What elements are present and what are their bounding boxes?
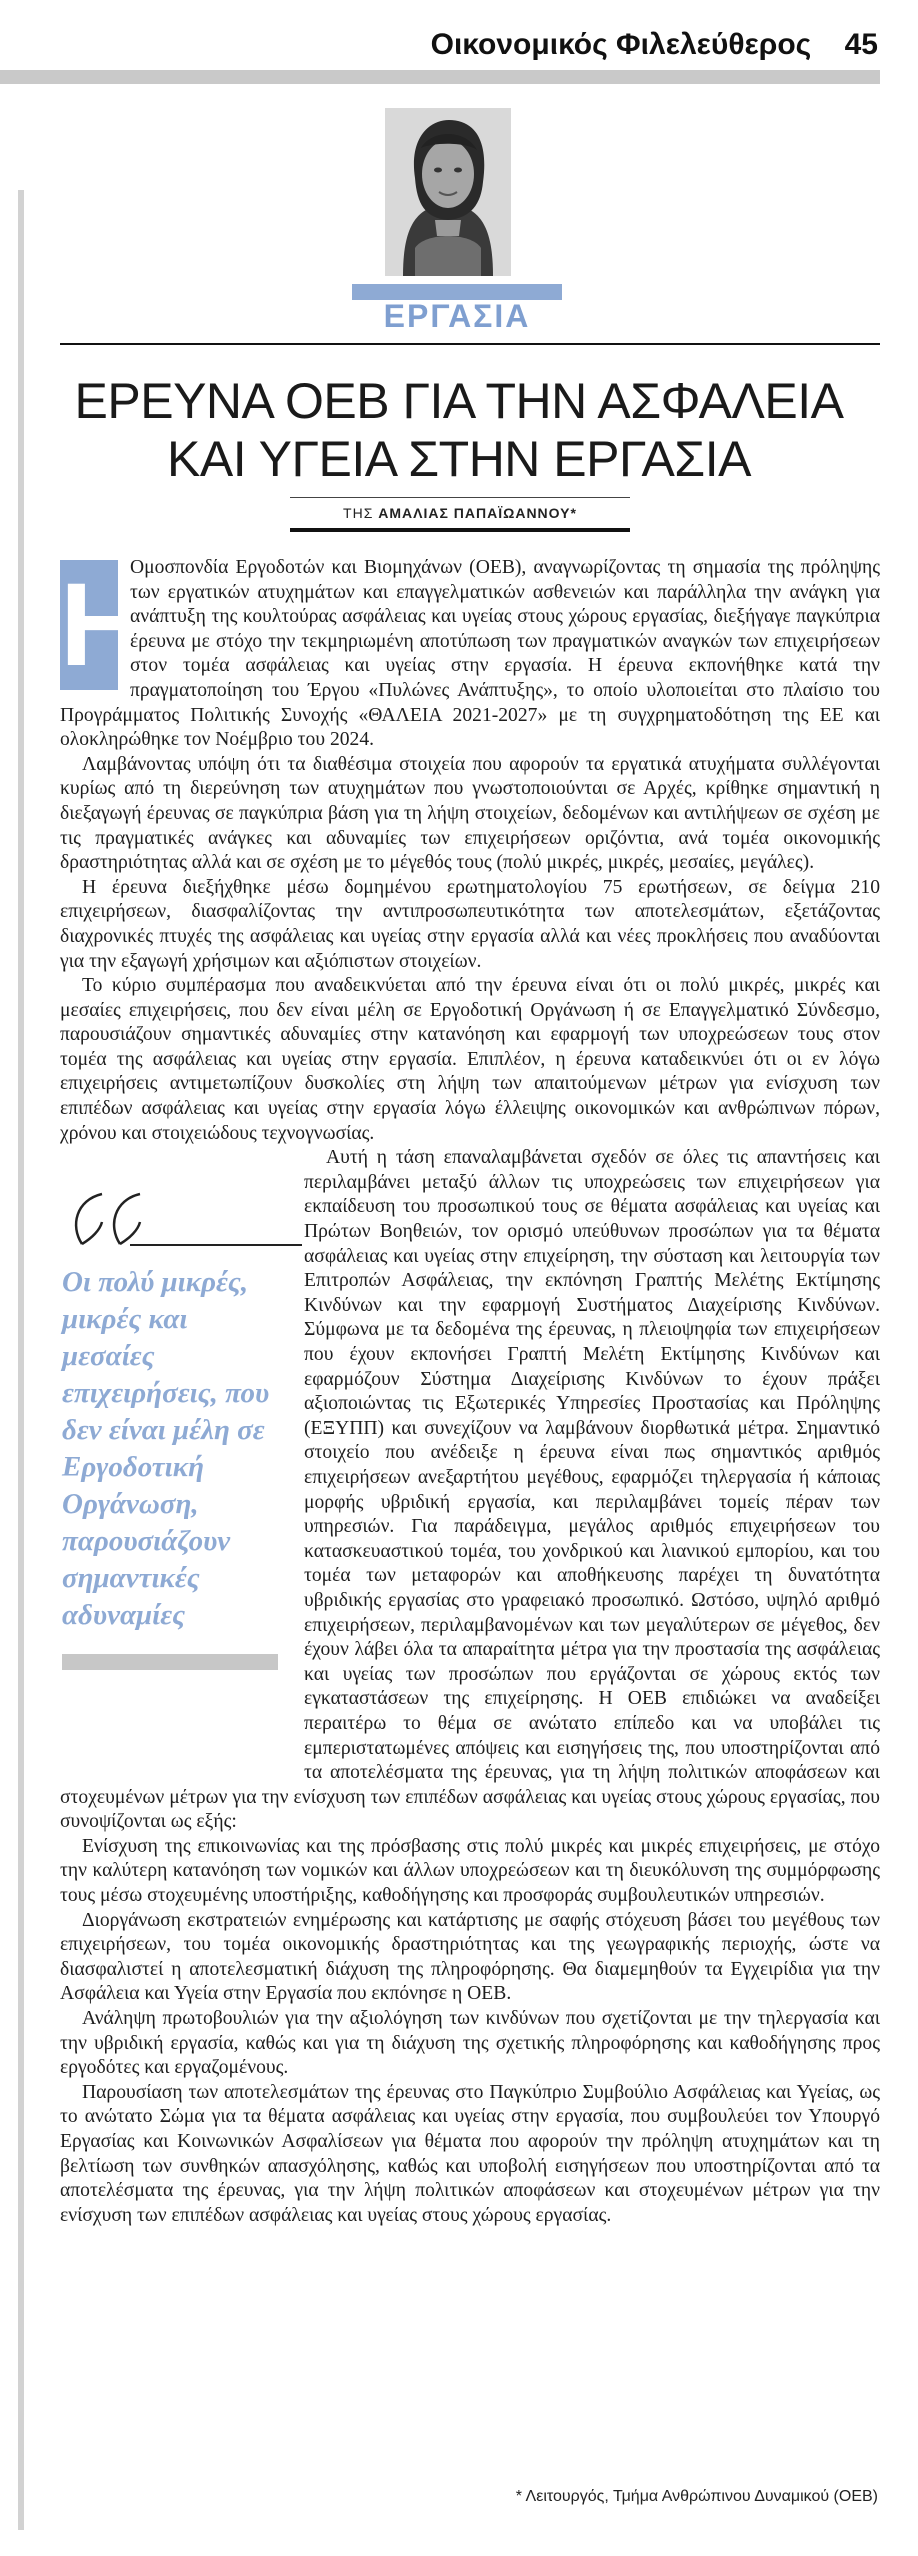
paragraph-7: Διοργάνωση εκστρατειών ενημέρωσης και κατάρτισης με σαφής στόχευση βάσει του μεγέθους των επιχειρήσεων, του τομέα οικονομικής δραστηριότητας και της γεωγραφικής περιοχής, ώστε να διασφαλιστεί η αποτελεσματική διάχυση της πληροφόρησης. Θα διαμεμηθούν τα Εγχειρίδια για την Ασφάλεια και Υγεία στην Εργασία που εκπόνησε η ΟΕΒ. xyxy=(60,1909,880,2005)
headline-line-1: ΕΡΕΥΝΑ ΟΕΒ ΓΙΑ ΤΗΝ ΑΣΦΑΛΕΙΑ xyxy=(74,373,844,429)
paragraph-4: Το κύριο συμπέρασμα που αναδεικνύεται από την έρευνα είναι ότι οι πολύ μικρές, μικρές και μεσαίες επιχειρήσεις, που δεν είναι μέλη σε Εργοδοτική Οργάνωση ή σε Επαγγελματικό Σύνδεσμο, παρουσιάζουν σημαντικές αδυναμίες στην κατανόηση και εφαρμογή των υποχρεώσεων τους στον τομέα της ασφάλειας και υγείας στην εργασία. Επιπλέον, η έρευνα καταδεικνύει ότι οι εν λόγω επιχειρήσεις αντιμετωπίζουν δυσκολίες στη λήψη των απαιτούμενων μέτρων για ενίσχυση των επιπέδων ασφάλειας και υγείας στην εργασία λόγω έλλειψης οικονομικών και ανθρώπινων πόρων, χρόνου και στοιχειώδους τεχνογνωσίας. xyxy=(60,975,880,1144)
paragraph-3: Η έρευνα διεξήχθηκε μέσω δομημένου ερωτηματολογίου 75 ερωτήσεων, σε δείγμα 210 επιχειρήσεων, διασφαλίζοντας την αντιπροσωπευτικότητα των αποτελεσμάτων, εξετάζοντας διαχρονικές πτυχές της ασφάλειας και υγείας στην εργασία αλλά και νέες προκλήσεις που αναδύονται για την εξαγωγή χρήσιμων και αξιόπιστων στοιχείων. xyxy=(60,876,880,972)
byline-rule-bottom xyxy=(290,528,630,532)
page-number: 45 xyxy=(844,28,878,61)
page-header xyxy=(0,0,918,86)
paragraph-2: Λαμβάνοντας υπόψη ότι τα διαθέσιμα στοιχεία που αφορούν τα εργατικά ατυχήματα συλλέγονται κυρίως από τη διερεύνηση των ατυχημάτων που γνωστοποιούνται σε Αρχές, κρίθηκε σημαντική η διεξαγωγή έρευνας σε παγκύπρια βάση για τη λήψη στοιχείων, δεδομένων και αντιλήψεων σε σχέση με τις πραγματικές ανάγκες και αδυναμίες των επιχειρήσεων οριζόντια, ανά τομέα οικονομικής δραστηριότητας αλλά και σε σχέση με το μέγεθός τους (πολύ μικρές, μικρές, μεσαίες, μεγάλες). xyxy=(60,753,880,874)
section-label: ΕΡΓΑΣΙΑ xyxy=(383,298,531,334)
drop-cap: Η xyxy=(60,559,146,691)
author-photo xyxy=(385,108,511,276)
quote-rule xyxy=(130,1244,302,1246)
quote-marks-icon xyxy=(62,1186,282,1252)
left-margin-rule xyxy=(18,190,24,2530)
byline-rule-top xyxy=(290,497,630,498)
byline-author: ΑΜΑΛΙΑΣ ΠΑΠΑΪΩΑΝΝΟΥ* xyxy=(378,505,577,521)
pull-quote xyxy=(62,1186,282,1670)
paragraph-8: Ανάληψη πρωτοβουλιών για την αξιολόγηση των κινδύνων που σχετίζονται με την τηλεργασία και την υβριδική εργασία, καθώς και για τη διάχυση της σχετικής πληροφόρησης και καθοδήγησης προς εργοδότες και εργαζομένους. xyxy=(60,2008,880,2079)
author-footnote: * Λειτουργός, Τμήμα Ανθρώπινου Δυναμικού (ΟΕΒ) xyxy=(515,2488,878,2505)
byline xyxy=(290,505,630,521)
paragraph-1: Ομοσπονδία Εργοδοτών και Βιομηχάνων (ΟΕΒ), αναγνωρίζοντας τη σημασία της πρόληψης των εργατικών ατυχημάτων και επαγγελματικών ασθενειών και παράλληλα την ανάγκη για ανάπτυξη της κουλτούρας ασφάλειας και υγείας στους χώρους εργασίας, διεξήγαγε παγκύπρια έρευνα με στόχο την τεκμηριωμένη αποτύπωση των πραγματικών αναγκών των επιχειρήσεων στον τομέα ασφάλειας και υγείας στην εργασία. Η έρευνα εκπονήθηκε κατά την πραγματοποίηση του Έργου «Πυλώνες Ανάπτυξης», το οποίο υλοποιείται στο πλαίσιο του Προγράμματος Πολιτικής Συνοχής «ΘΑΛΕΙΑ 2021-2027» με τη συγχρηματοδότηση της ΕΕ και ολοκληρώθηκε τον Νοέμβριο του 2024. xyxy=(60,557,880,751)
header-rule xyxy=(0,70,880,84)
pull-quote-text: Οι πολύ μικρές, μικρές και μεσαίες επιχειρήσεις, που δεν είναι μέλη σε Εργοδοτική Οργάνωση, παρουσιάζουν σημαντικές αδυναμίες xyxy=(62,1266,270,1632)
publication-name: Οικονομικός Φιλελεύθερος xyxy=(430,28,812,61)
paragraph-5: Αυτή η τάση επαναλαμβάνεται σχεδόν σε όλες τις απαντήσεις και περιλαμβάνει μεταξύ άλλων τις υποχρεώσεις των επιχειρήσεων για εκπαίδευση του προσωπικού τους σε θέματα ασφάλειας και υγείας και Πρώτων Βοηθειών, τον ορισμό υπεύθυνων προσώπων για τα θέματα ασφάλειας και υγείας στην επιχείρηση, την σύσταση και λειτουργία των Επιτροπών Ασφάλειας, την εκπόνηση Γραπτής Μελέτης Εκτίμησης Κινδύνων και την εφαρμογή Συστήματος Διαχείρισης Κινδύνων. Σύμφωνα με τα δεδομένα της έρευνας, η πλειοψηφία των επιχειρήσεων που έχουν εκπονήσει Γραπτή Μελέτη Εκτίμησης Κινδύνων και εφαρμόζουν Σύστημα Διαχείρισης Κινδύνων το έχουν πράξει αξιοποιώντας τις Εξωτερικές Υπηρεσίες Προστασίας και Πρόληψης (ΕΞΥΠΠ) και συνεχίζουν να λαμβάνουν διορθωτικά μέτρα. Σημαντικό στοιχείο που ανέδειξε η έρευνα είναι πως σημαντικός αριθμός επιχειρήσεων ανεξαρτήτου μεγέθους, εφαρμόζει τηλεργασία ή κάποιας μορφής υβριδική εργασία, και περιλαμβάνει τομείς πέραν των υπηρεσιών. Για παράδειγμα, μεγάλος αριθμός επιχειρήσεων του κατασκευαστικού τομέα, του χονδρικού και λιανικού εμπορίου, και του τομέα των μεταφορών και αποθήκευσης παρέχει τη δυνατότητα υβριδικής εργασίας στο γραφειακό προσωπικό. Ωστόσο, υψηλό αριθμό επιχειρήσεων, περιλαμβανομένων και των μεγαλύτερων σε μέγεθος, δεν έχουν λάβει όλα τα απαραίτητα μέτρα για την προστασία της ασφάλειας και υγείας των προσώπων που εργάζονται σε χώρους εκτός των εγκαταστάσεων της επιχείρησης. Η ΟΕΒ επιδιώκει να αναδείξει περαιτέρω το θέμα σε ανώτατο επίπεδο και να υποβάλει τις εμπεριστατωμένες απόψεις και εισηγήσεις της, που υποστηρίζονται από τα αποτελέσματα της έρευνας, για τη λήψη πολιτικών αποφάσεων και στοχευμένων μέτρων για την ενίσχυση των επιπέδων ασφάλειας και υγείας στους χώρους εργασίας, που συνοψίζονται ως εξής: xyxy=(60,1147,880,1833)
article-headline xyxy=(40,372,878,488)
publication-header xyxy=(431,28,878,62)
headline-line-2: ΚΑΙ ΥΓΕΙΑ ΣΤΗΝ ΕΡΓΑΣΙΑ xyxy=(167,431,751,487)
quote-marks-icon-svg xyxy=(62,1186,282,1252)
pull-quote-bar xyxy=(62,1654,278,1670)
author-portrait-image xyxy=(385,108,511,276)
headline-rule xyxy=(60,343,880,345)
byline-prefix: ΤΗΣ xyxy=(343,505,379,521)
paragraph-6: Ενίσχυση της επικοινωνίας και της πρόσβασης στις πολύ μικρές και μικρές επιχειρήσεις, με στόχο την καλύτερη κατανόηση των νομικών και άλλων υποχρεώσεων και τη διευκόλυνση της συμμόρφωσης τους μέσω στοχευμένης υποστήριξης, καθοδήγησης και προσφοράς συμβουλευτικών υπηρεσιών. xyxy=(60,1835,880,1907)
paragraph-9: Παρουσίαση των αποτελεσμάτων της έρευνας στο Παγκύπριο Συμβούλιο Ασφάλειας και Υγείας, ως το ανώτατο Σώμα για τα θέματα ασφάλειας και υγείας στην εργασία, που συμβουλεύει τον Υπουργό Εργασίας και Κοινωνικών Ασφαλίσεων για θέματα που αφορούν την πρόληψη ατυχημάτων και τη βελτίωση των συνθηκών απασχόλησης, καθώς και υποβολή εισηγήσεων που υποστηρίζονται από τα αποτελέσματα της έρευνας, για την λήψη πολιτικών αποφάσεων και στοχευμένων μέτρων για την ενίσχυση των επιπέδων ασφάλειας και υγείας στους χώρους εργασίας. xyxy=(60,2081,880,2226)
